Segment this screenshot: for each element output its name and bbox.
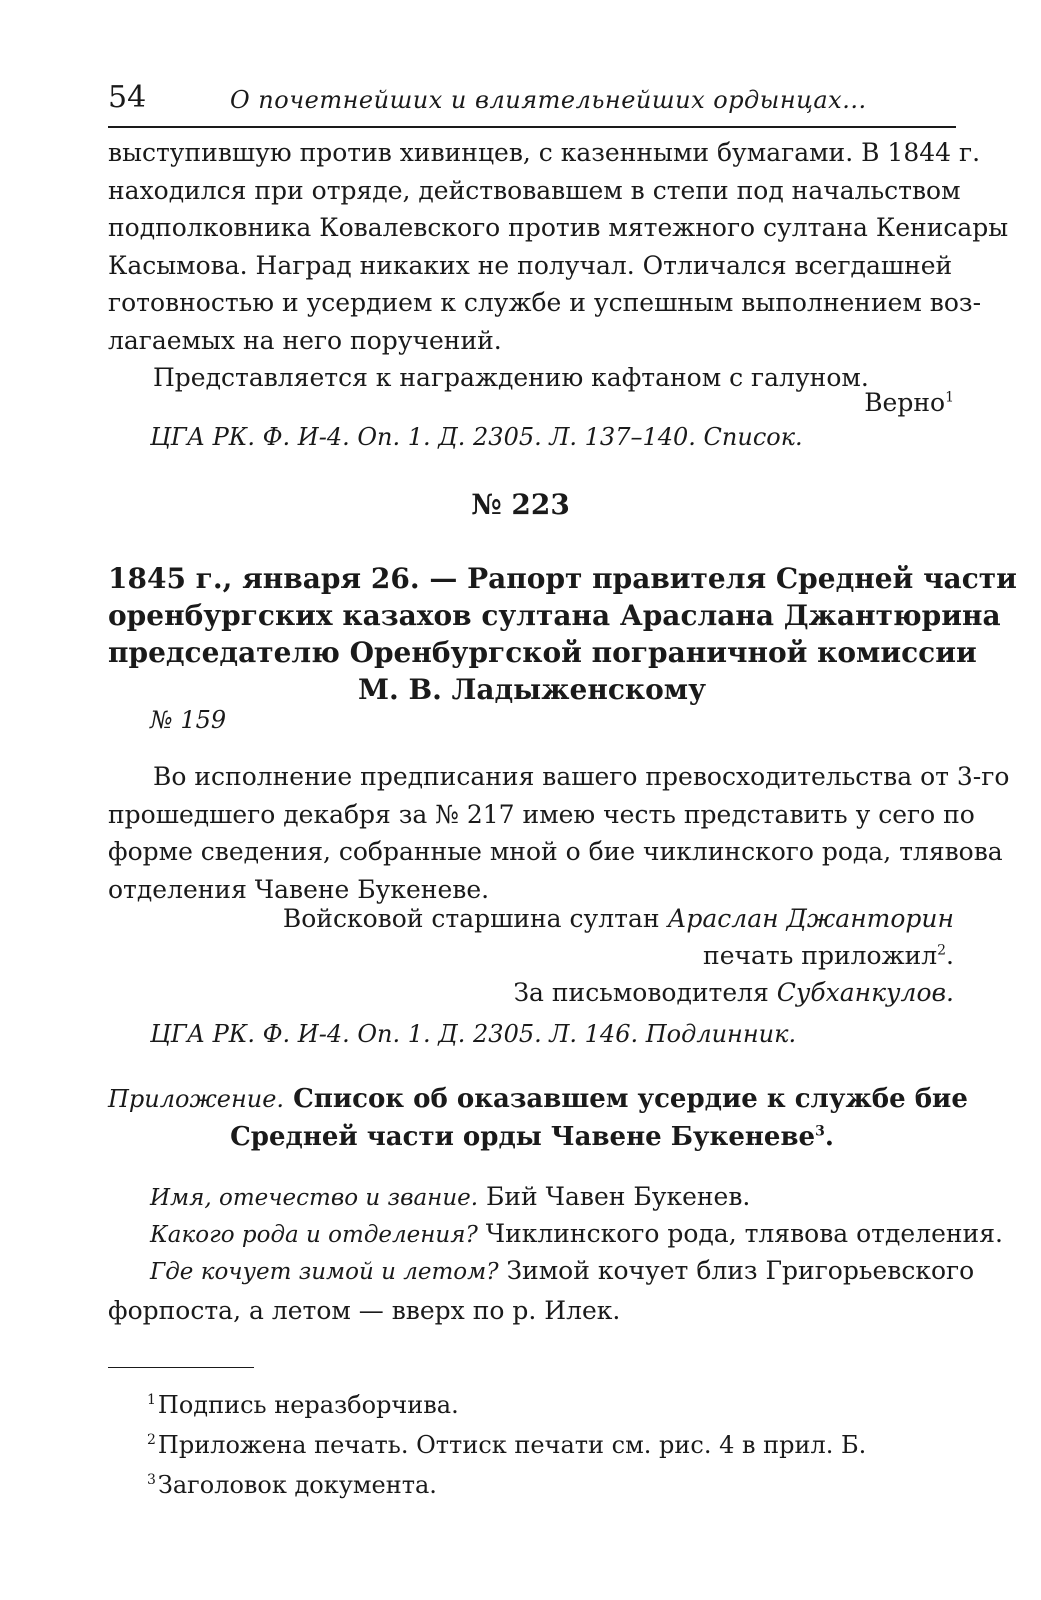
annex-answer: Чиклинского рода, тлявова отделения.: [485, 1219, 1003, 1248]
annex-question: Имя, отечество и звание.: [150, 1185, 479, 1211]
text-line: подполковника Ковалевского против мятежного султана Кенисары: [108, 213, 1009, 242]
heading-line: председателю Оренбургской пограничной комиссии: [108, 636, 977, 669]
document-body: [108, 758, 1010, 908]
verno-line: [108, 384, 954, 422]
header-rule: [108, 126, 956, 128]
footnote-mark: 2: [147, 1432, 156, 1448]
outgoing-number: № 159: [150, 706, 227, 734]
text-line: лагаемых на него поручений.: [108, 325, 502, 355]
archive-reference: ЦГА РК. Ф. И-4. Оп. 1. Д. 2305. Л. 146. Подлинник.: [150, 1020, 797, 1048]
footnote-ref: 1: [945, 389, 954, 406]
heading-line: М. В. Ладыженскому: [357, 673, 707, 706]
text-line: Во исполнение предписания вашего превосходительства от 3-го: [153, 762, 1010, 791]
footnote: [147, 1463, 866, 1503]
footnote-rule: [108, 1367, 254, 1368]
seal-text: печать приложил: [703, 941, 938, 970]
footnote-mark: 1: [147, 1392, 156, 1408]
footnote: [147, 1423, 866, 1463]
page-number: 54: [108, 80, 147, 115]
annex-item: [150, 1215, 1003, 1255]
annex-title-line: Список об оказавшем усердие к службе бие: [293, 1084, 968, 1114]
annex-answer: Зимой кочует близ Григорьевского: [506, 1256, 975, 1285]
text-line: Касымова. Наград никаких не получал. Отличался всегдашней: [108, 250, 953, 280]
footnote-ref: 3: [815, 1123, 825, 1140]
annex-title: Приложение. Список об оказавшем усердие к службе бие Средней части орды Чавене Букеневе$^3$.: [108, 1084, 968, 1152]
heading-line: 1845 г., января 26. — Рапорт правителя Средней части: [108, 562, 1017, 595]
document-number: № 223: [471, 488, 570, 521]
annex-question: Какого рода и отделения?: [150, 1222, 478, 1248]
text-line: форме сведения, собранные мной о бие чиклинского рода, тлявова: [108, 837, 1003, 866]
signatory-name: Араслан Джанторин: [667, 904, 954, 933]
signature-title: Войсковой старшина султан: [282, 904, 668, 933]
signature-line: [108, 900, 954, 938]
footnote-mark: 3: [147, 1472, 156, 1488]
text-line: находился при отряде, действовавшем в степи под начальством: [108, 175, 961, 205]
annex-item: [150, 1178, 750, 1218]
annex-item: [108, 1252, 975, 1329]
clerk-line: [108, 974, 954, 1012]
footnote-text: Приложена печать. Оттиск печати см. рис. 4 в прил. Б.: [157, 1431, 867, 1459]
footnotes: [147, 1383, 866, 1503]
verno-text: Верно: [864, 388, 946, 417]
continuation-paragraph: [108, 134, 1009, 397]
clerk-name: Субханкулов.: [776, 978, 954, 1007]
annex-label: Приложение.: [108, 1085, 285, 1113]
footnote-text: Заголовок документа.: [157, 1471, 437, 1499]
annex-answer: Бий Чавен Букенев.: [486, 1182, 751, 1211]
archive-reference: ЦГА РК. Ф. И-4. Оп. 1. Д. 2305. Л. 137–140. Список.: [150, 423, 803, 451]
seal-line: печать приложил$^2$.: [703, 941, 954, 970]
annex-title-line: Средней части орды Чавене Букеневе: [230, 1122, 816, 1152]
text-line: выступившую против хивинцев, с казенными бумагами. В 1844 г.: [108, 138, 981, 167]
footnote: [147, 1383, 866, 1423]
clerk-title: За письмоводителя: [513, 978, 777, 1007]
text-line: прошедшего декабря за № 217 имею честь представить у сего по: [108, 799, 975, 829]
annex-answer: форпоста, а летом — вверх по р. Илек.: [108, 1295, 621, 1325]
text-line: готовностью и усердием к службе и успешным выполнением воз-: [108, 288, 982, 317]
heading-line: оренбургских казахов султана Араслана Джантюрина: [108, 599, 1001, 632]
running-title: О почетнейших и влиятельнейших ордынцах...: [230, 86, 867, 114]
recommendation-line: Представляется к награждению кафтаном с галуном.: [153, 363, 869, 392]
document-heading: [108, 560, 1017, 708]
text-line: отделения Чавене Букеневе.: [108, 874, 490, 904]
footnote-ref: 2: [937, 942, 947, 959]
annex-question: Где кочует зимой и летом?: [150, 1259, 499, 1285]
footnote-text: Подпись неразборчива.: [157, 1391, 459, 1419]
